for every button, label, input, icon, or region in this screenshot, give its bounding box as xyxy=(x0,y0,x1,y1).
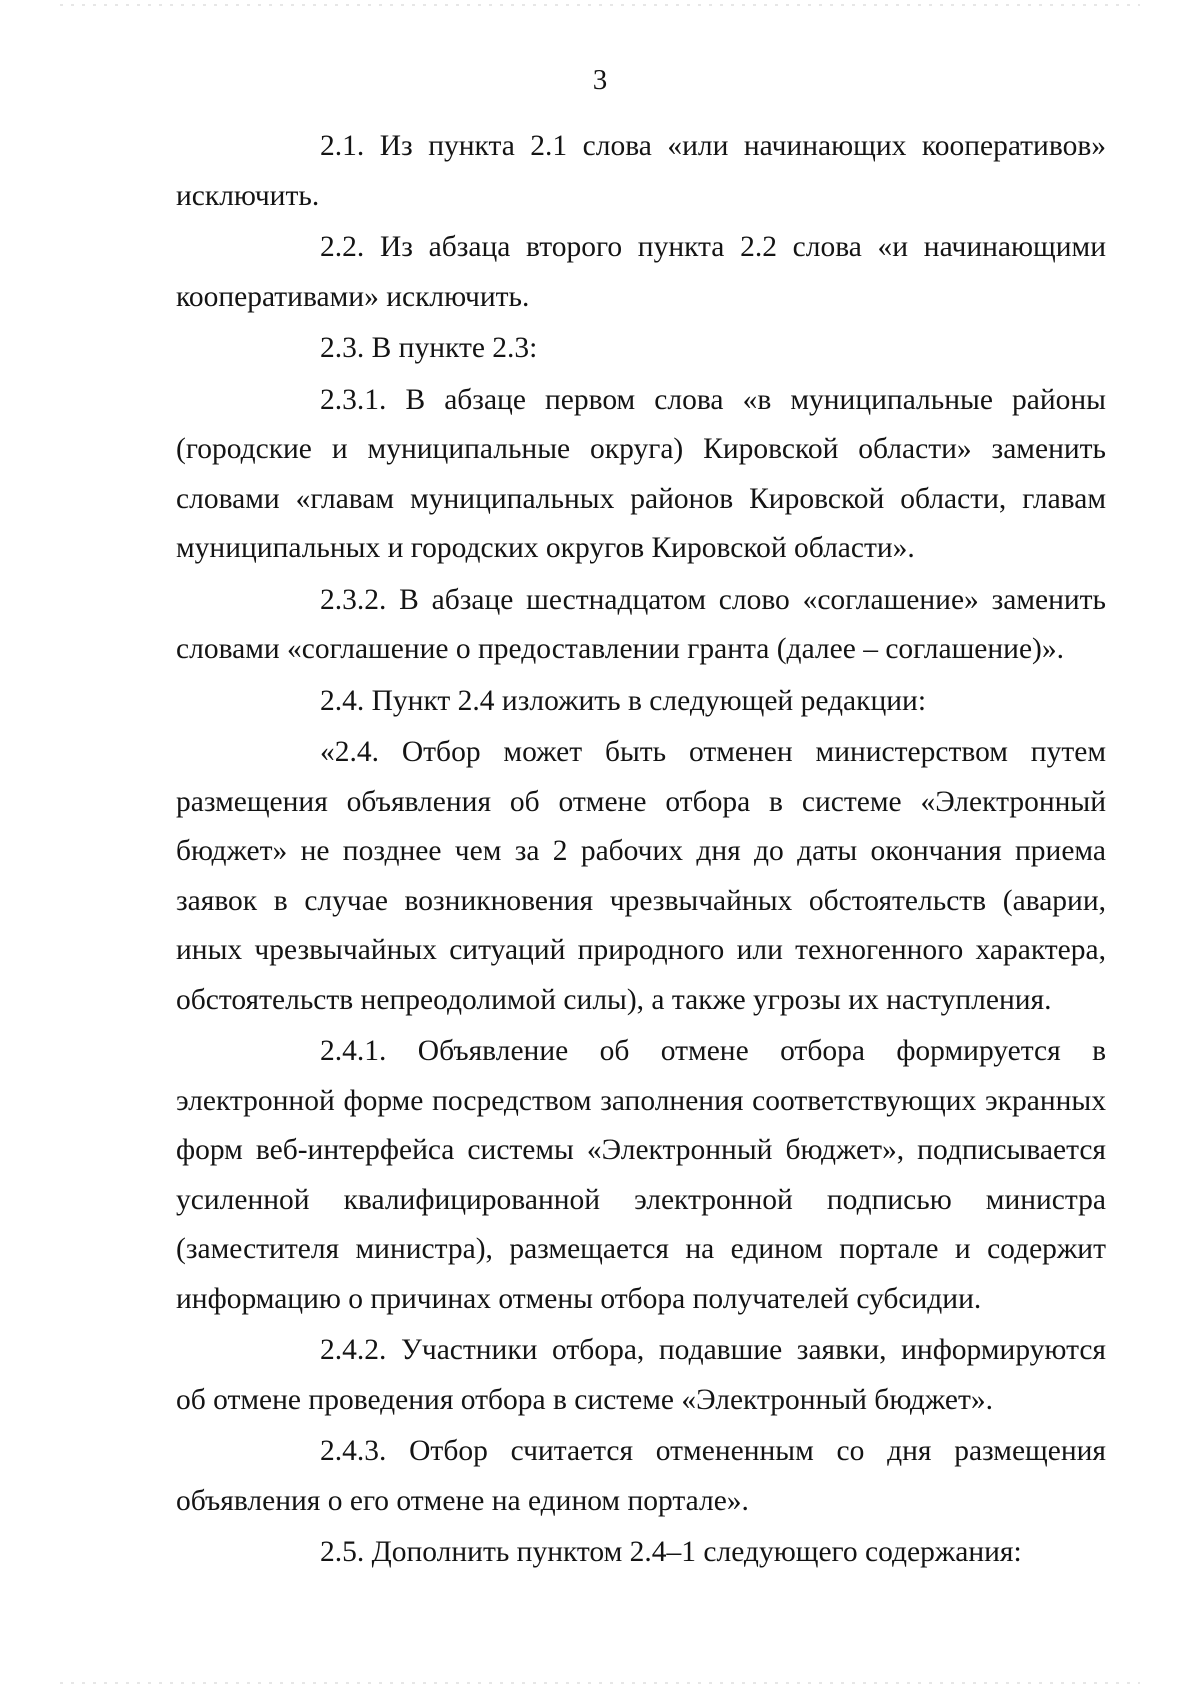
paragraph-number: «2.4. xyxy=(320,736,379,768)
paragraph-2-2 xyxy=(176,223,1106,322)
scan-edge-top xyxy=(60,4,1140,6)
paragraph-text: В абзаце первом слова «в муниципальные районы (городские и муниципальные округа) Кировской области» заменить словами «главам муниципальных районов Кировской области, главам муниципальных и городских округов Кировской области». xyxy=(176,383,1106,564)
paragraph-2-3-1 xyxy=(176,376,1106,574)
document-body xyxy=(176,122,1106,1580)
paragraph-text: Объявление об отмене отбора формируется в электронной форме посредством заполнения соответствующих экранных форм веб-интерфейса системы «Электронный бюджет», подписывается усиленной квалифицированной электронной подписью министра (заместителя министра), размещается на едином портале и содержит информацию о причинах отмены отбора получателей субсидии. xyxy=(176,1035,1107,1315)
paragraph-2-3-2 xyxy=(176,576,1106,675)
paragraph-text: В абзаце шестнадцатом слово «соглашение» заменить словами «соглашение о предоставлении гранта (далее – соглашение)». xyxy=(176,583,1107,665)
paragraph-number: 2.3.2. xyxy=(320,583,387,616)
paragraph-number: 2.3. xyxy=(320,332,365,364)
paragraph-2-4-3 xyxy=(176,1427,1106,1526)
paragraph-2-3 xyxy=(176,324,1106,374)
paragraph-2-4-2 xyxy=(176,1326,1106,1425)
paragraph-text: Дополнить пунктом 2.4–1 следующего содержания: xyxy=(371,1536,1022,1568)
paragraph-number: 2.4.2. xyxy=(320,1334,387,1366)
scan-edge-bottom xyxy=(60,1682,1140,1684)
paragraph-2-4-quoted xyxy=(176,728,1106,1025)
page-number: 3 xyxy=(592,64,608,96)
paragraph-number: 2.4. xyxy=(320,684,365,717)
paragraph-number: 2.3.1. xyxy=(320,383,387,416)
paragraph-2-4-1 xyxy=(176,1027,1106,1324)
paragraph-number: 2.5. xyxy=(320,1536,365,1568)
paragraph-2-5 xyxy=(176,1528,1106,1578)
paragraph-text: Пункт 2.4 изложить в следующей редакции: xyxy=(371,684,927,717)
paragraph-text: Из пункта 2.1 слова «или начинающих кооперативов» исключить. xyxy=(176,130,1106,212)
paragraph-number: 2.1. xyxy=(320,130,365,162)
paragraph-text: Отбор может быть отменен министерством путем размещения объявления об отмене отбора в системе «Электронный бюджет» не позднее чем за 2 рабочих дня до даты окончания приема заявок в случае возникновения чрезвычайных обстоятельств (аварии, иных чрезвычайных ситуаций природного или техногенного характера, обстоятельств непреодолимой силы), а также угрозы их наступления. xyxy=(176,736,1106,1016)
paragraph-2-4 xyxy=(176,677,1106,727)
paragraph-text: Отбор считается отмененным со дня размещения объявления о его отмене на едином портале». xyxy=(176,1435,1106,1517)
paragraph-number: 2.4.3. xyxy=(320,1435,387,1467)
paragraph-number: 2.4.1. xyxy=(320,1035,387,1067)
paragraph-text: В пункте 2.3: xyxy=(371,332,538,364)
paragraph-number: 2.2. xyxy=(320,231,365,263)
paragraph-2-1 xyxy=(176,122,1106,221)
paragraph-text: Участники отбора, подавшие заявки, информируются об отмене проведения отбора в системе «Электронный бюджет». xyxy=(176,1334,1106,1416)
paragraph-text: Из абзаца второго пункта 2.2 слова «и начинающими кооперативами» исключить. xyxy=(176,231,1106,313)
